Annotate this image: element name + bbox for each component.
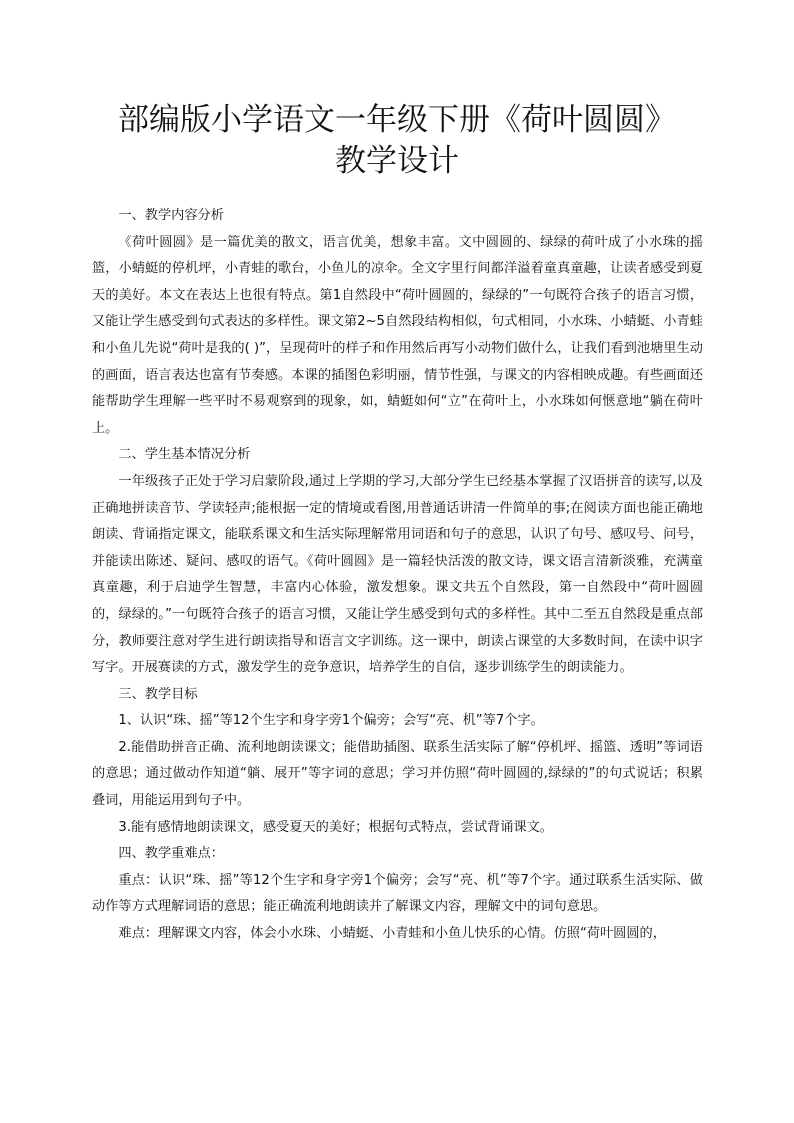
document-title: 部编版小学语文一年级下册《荷叶圆圆》 [118,102,676,138]
paragraph-content-analysis: 《荷叶圆圆》是一篇优美的散文，语言优美，想象丰富。文中圆圆的、绿绿的荷叶成了小水珠的摇篮，小蜻蜓的停机坪，小青蛙的歌台，小鱼儿的凉伞。全文字里行间都洋溢着童真童趣，让读者感受到夏天的美好。本文在表达上也很有特点。第1自然段中“荷叶圆圆的，绿绿的”一句既符合孩子的语言习惯，又能让学生感受到句式表达的多样性。课文第2~5自然段结构相似，句式相同，小水珠、小蜻蜓、小青蛙和小鱼儿先说“荷叶是我的( )”，呈现荷叶的样子和作用然后再写小动物们做什么，让我们看到池塘里生动的画面，语言表达也富有节奏感。本课的插图色彩明丽，情节性强，与课文的内容相映成趣。有些画面还能帮助学生理解一些平时不易观察到的现象，如，蜻蜓如何“立”在荷叶上，小水珠如何惬意地“躺在荷叶上。 [92,234,703,436]
section-heading-key-points: 四、教学重难点： [118,846,224,862]
section-heading-content-analysis: 一、教学内容分析 [118,208,224,223]
document-body [92,203,703,948]
paragraph-goal-3: 3.能有感情地朗读课文，感受夏天的美好；根据句式特点，尝试背诵课文。 [118,819,553,835]
paragraph-student-analysis: 一年级孩子正处于学习启蒙阶段,通过上学期的学习,大部分学生已经基本掌握了汉语拼音的读写,以及正确地拼读音节、学读轻声;能根据一定的情境或看图,用普通话讲清一件简单的事;在阅读方面也能正确地朗读、背诵指定课文，能联系课文和生活实际理解常用词语和句子的意思，认识了句号、感叹号、问号，并能读出陈述、疑问、感叹的语气。《荷叶圆圆》是一篇轻快活泼的散文诗，课文语言清新淡雅，充满童真童趣，利于启迪学生智慧，丰富内心体验，激发想象。课文共五个自然段，第一自然段中“荷叶圆圆的，绿绿的。”一句既符合孩子的语言习惯，又能让学生感受到句式的多样性。其中二至五自然段是重点部分，教师要注意对学生进行朗读指导和语言文字训练。这一课中，朗读占课堂的大多数时间，在读中识字写字。开展赛读的方式，激发学生的竞争意识，培养学生的自信，逐步训练学生的朗读能力。 [92,473,703,676]
section-heading-teaching-goals: 三、教学目标 [118,686,198,702]
paragraph-difficult-point: 难点：理解课文内容，体会小水珠、小蜻蜓、小青蛙和小鱼儿快乐的心情。仿照“荷叶圆圆的， [118,926,666,942]
paragraph-goal-1: 1、认识“珠、摇”等12个生字和身字旁1个偏旁；会写“亮、机”等7个字。 [118,713,544,729]
paragraph-key-point: 重点：认识“珠、摇”等12个生字和身字旁1个偏旁；会写“亮、机”等7个字。通过联系生活实际、做动作等方式理解词语的意思；能正确流利地朗读并了解课文内容，理解文中的词句意思。 [92,872,703,915]
document-subtitle: 教学设计 [335,143,459,179]
section-heading-student-analysis: 二、学生基本情况分析 [118,447,251,463]
paragraph-goal-2: 2.能借助拼音正确、流利地朗读课文；能借助插图、联系生活实际了解“停机坪、摇篮、透明”等词语的意思；通过做动作知道“躺、展开”等字词的意思；学习并仿照“荷叶圆圆的,绿绿的”的句式说话；积累叠词，用能运用到句子中。 [92,739,703,809]
